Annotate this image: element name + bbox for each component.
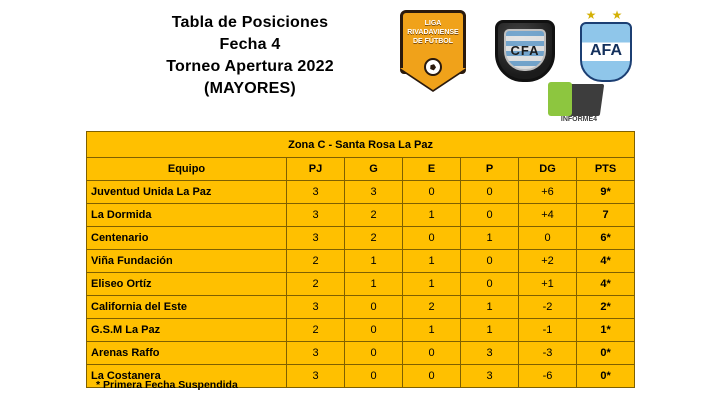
cell-dg: -6 (519, 365, 577, 388)
header (0, 0, 720, 128)
afa-crest-logo (580, 22, 632, 82)
soccer-ball-icon (424, 58, 442, 76)
cell-pts: 9* (577, 181, 635, 204)
cell-dg: -2 (519, 296, 577, 319)
cell-pts: 4* (577, 273, 635, 296)
team-name: California del Este (87, 296, 287, 319)
cell-dg: +4 (519, 204, 577, 227)
cell-p: 1 (461, 296, 519, 319)
team-name: Viña Fundación (87, 250, 287, 273)
column-header-pts: PTS (577, 158, 635, 181)
table-row (87, 181, 635, 204)
cell-p: 0 (461, 181, 519, 204)
zone-title: Zona C - Santa Rosa La Paz (87, 132, 635, 158)
cell-g: 2 (345, 204, 403, 227)
cell-dg: -3 (519, 342, 577, 365)
cell-p: 0 (461, 273, 519, 296)
cell-pts: 1* (577, 319, 635, 342)
cell-p: 1 (461, 227, 519, 250)
column-header-g: G (345, 158, 403, 181)
footnote: * Primera Fecha Suspendida (96, 379, 238, 391)
cell-dg: +6 (519, 181, 577, 204)
cell-pj: 3 (287, 204, 345, 227)
cell-dg: 0 (519, 227, 577, 250)
table-row (87, 204, 635, 227)
afa-stars-icon: ★ ★ (585, 8, 629, 22)
column-header-e: E (403, 158, 461, 181)
team-name: Eliseo Ortíz (87, 273, 287, 296)
team-name: La Dormida (87, 204, 287, 227)
informe4-shape-green (548, 82, 572, 116)
cell-p: 1 (461, 319, 519, 342)
cell-e: 2 (403, 296, 461, 319)
informe4-label: INFORME4 (560, 116, 598, 123)
table-row (87, 250, 635, 273)
cell-g: 3 (345, 181, 403, 204)
cell-p: 0 (461, 250, 519, 273)
cell-pts: 7 (577, 204, 635, 227)
cfa-crest-logo (495, 20, 555, 82)
cell-e: 1 (403, 319, 461, 342)
standings-table-wrapper (86, 131, 634, 388)
cell-dg: -1 (519, 319, 577, 342)
cell-pj: 3 (287, 365, 345, 388)
shield-text-line-2: RIVADAVIENSE (407, 29, 459, 36)
team-name: Arenas Raffo (87, 342, 287, 365)
cell-pj: 2 (287, 273, 345, 296)
column-header-dg: DG (519, 158, 577, 181)
cell-p: 3 (461, 365, 519, 388)
table-row (87, 273, 635, 296)
shield-text-line-1: LIGA (424, 20, 442, 27)
title-line-2: Fecha 4 (219, 36, 281, 53)
cell-pts: 0* (577, 342, 635, 365)
column-header-pj: PJ (287, 158, 345, 181)
cell-dg: +1 (519, 273, 577, 296)
cell-e: 0 (403, 365, 461, 388)
cell-g: 1 (345, 273, 403, 296)
cell-pj: 3 (287, 227, 345, 250)
cell-pj: 2 (287, 250, 345, 273)
team-name: G.S.M La Paz (87, 319, 287, 342)
afa-crest-letters: AFA (590, 42, 622, 59)
cfa-crest-letters: CFA (510, 43, 540, 58)
column-header-equipo: Equipo (87, 158, 287, 181)
column-header-p: P (461, 158, 519, 181)
cell-pts: 2* (577, 296, 635, 319)
standings-table (86, 131, 635, 388)
cell-g: 0 (345, 319, 403, 342)
shield-text-line-3: DE FÚTBOL (412, 38, 454, 45)
cell-pts: 6* (577, 227, 635, 250)
title-line-3: Torneo Apertura 2022 (166, 58, 334, 75)
title-line-4: (MAYORES) (204, 80, 296, 97)
cell-g: 2 (345, 227, 403, 250)
cell-dg: +2 (519, 250, 577, 273)
cell-e: 1 (403, 204, 461, 227)
liga-rivadaviense-logo (400, 10, 466, 90)
shield-text (404, 19, 462, 46)
team-name: Juventud Unida La Paz (87, 181, 287, 204)
cell-g: 0 (345, 342, 403, 365)
cell-e: 1 (403, 273, 461, 296)
title-line-1: Tabla de Posiciones (171, 14, 329, 31)
cell-g: 1 (345, 250, 403, 273)
cell-pj: 3 (287, 296, 345, 319)
cell-g: 0 (345, 296, 403, 319)
page-title (110, 12, 390, 100)
cell-pj: 3 (287, 342, 345, 365)
cell-p: 0 (461, 204, 519, 227)
team-name: Centenario (87, 227, 287, 250)
cell-pj: 2 (287, 319, 345, 342)
table-row (87, 319, 635, 342)
cell-g: 0 (345, 365, 403, 388)
cell-p: 3 (461, 342, 519, 365)
cell-e: 0 (403, 227, 461, 250)
informe4-logo (548, 82, 628, 128)
zone-title-row (87, 132, 635, 158)
cell-pts: 0* (577, 365, 635, 388)
cell-e: 0 (403, 342, 461, 365)
logo-group (400, 6, 710, 126)
cell-pj: 3 (287, 181, 345, 204)
table-row (87, 296, 635, 319)
cell-e: 1 (403, 250, 461, 273)
table-header-row (87, 158, 635, 181)
table-row (87, 227, 635, 250)
cell-e: 0 (403, 181, 461, 204)
team-name: La Costanera (87, 365, 287, 388)
cell-pts: 4* (577, 250, 635, 273)
table-row (87, 342, 635, 365)
